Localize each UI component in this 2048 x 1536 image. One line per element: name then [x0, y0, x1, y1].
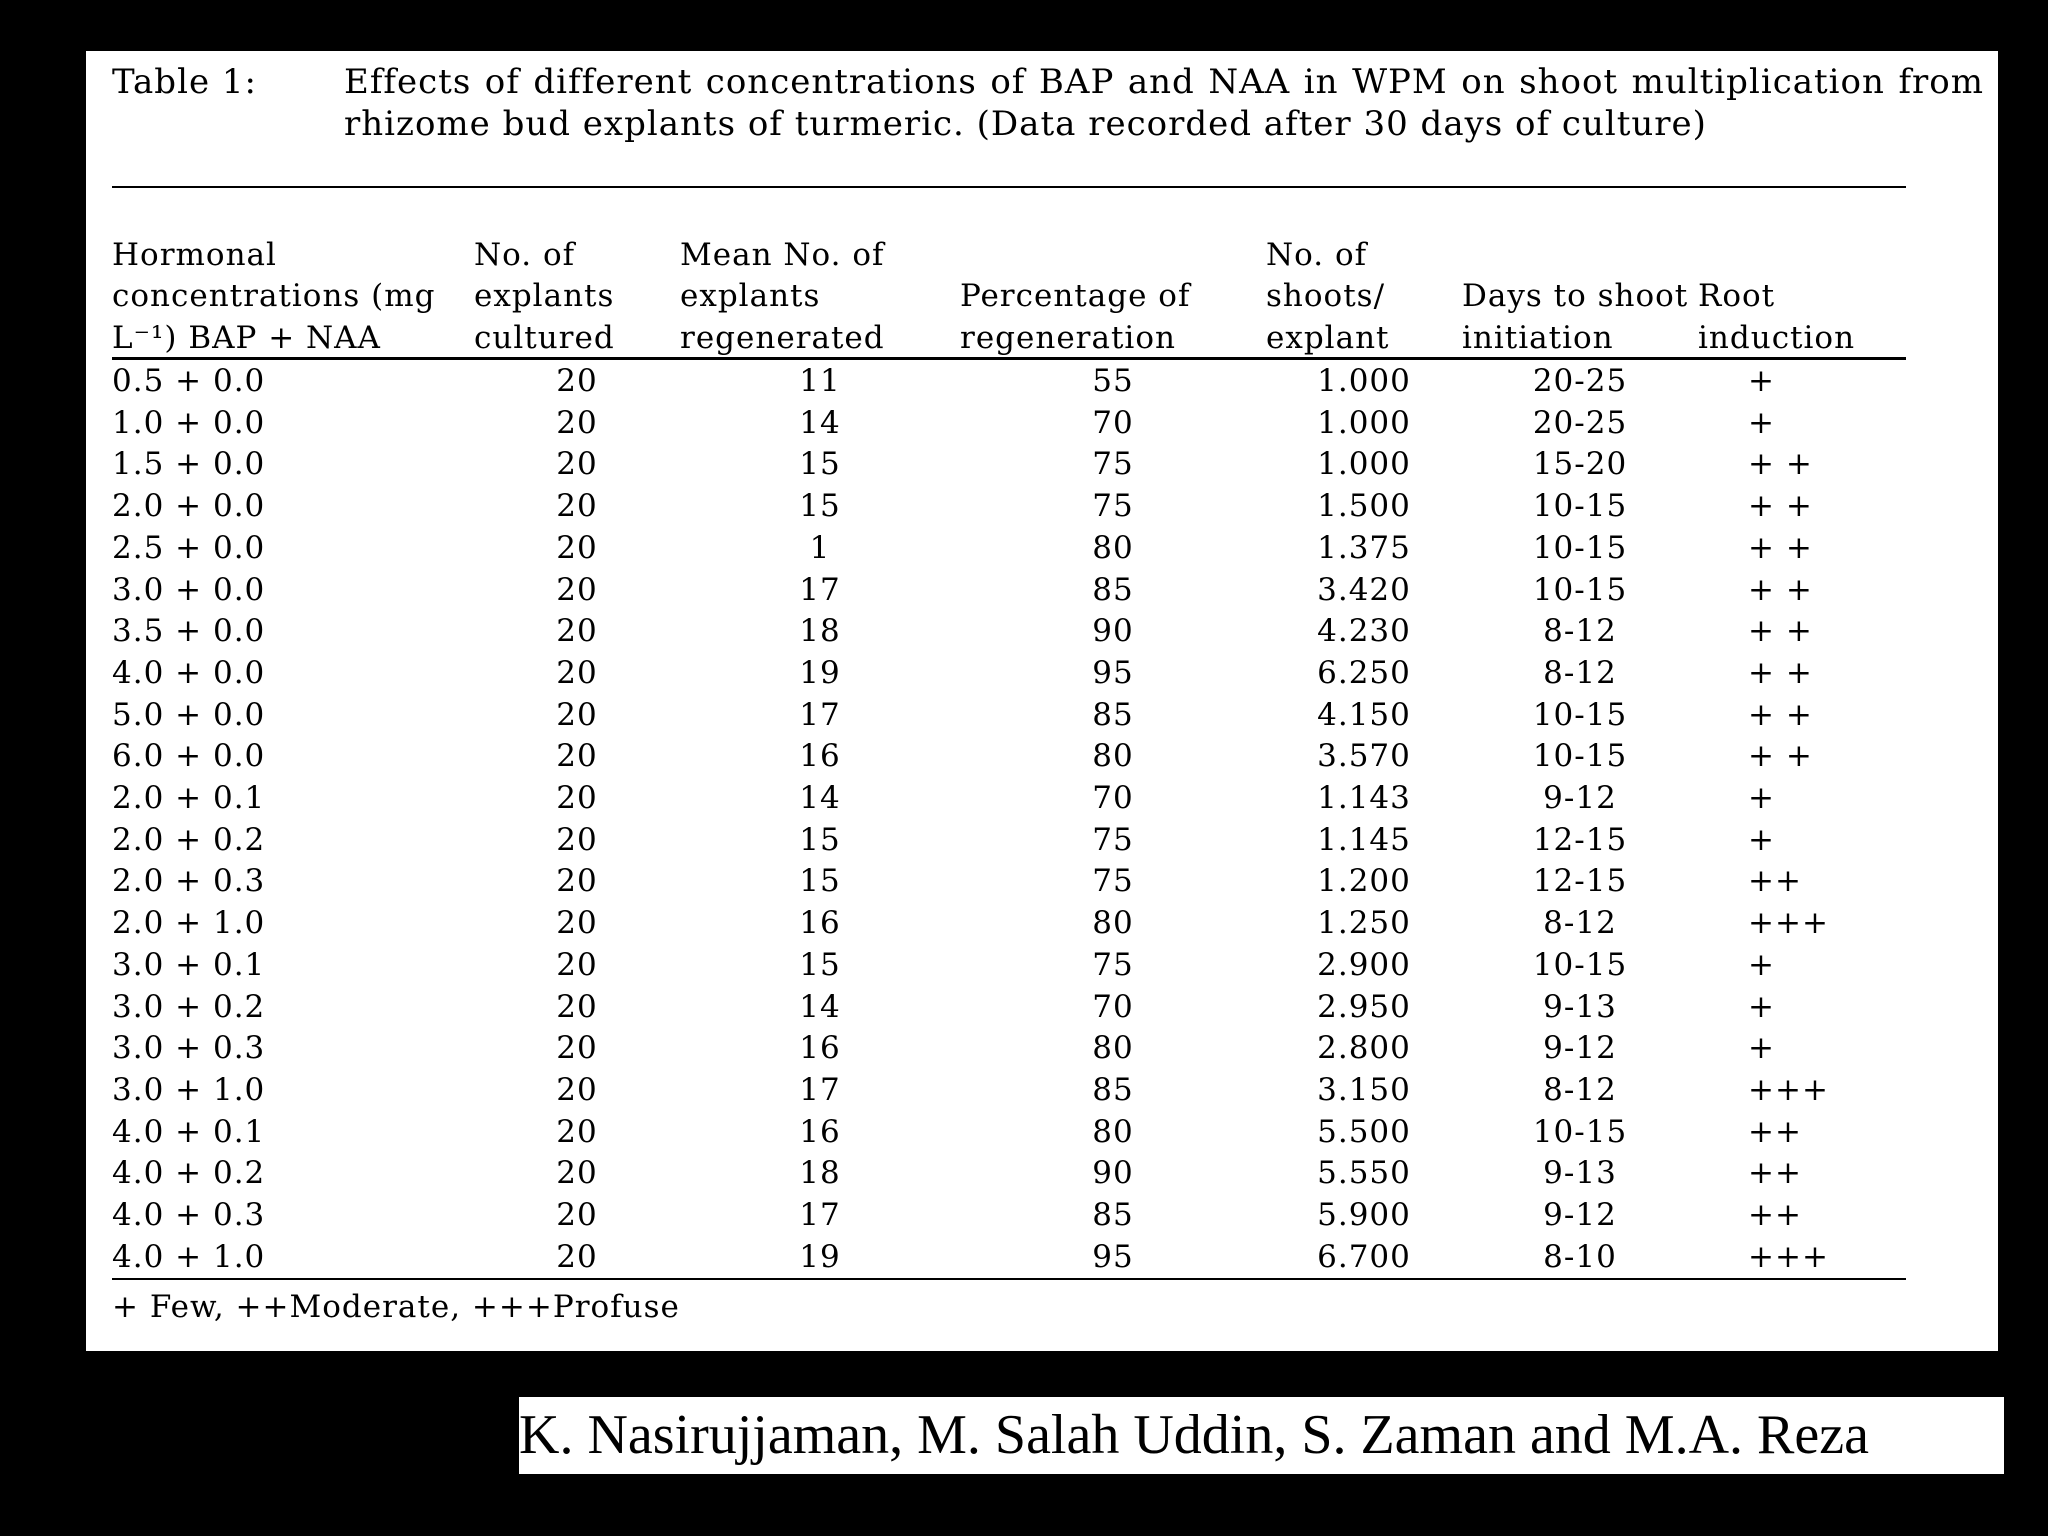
days-cell: 10-15: [1532, 696, 1628, 733]
table-row: [112, 1112, 1906, 1154]
percentage-cell: 75: [1092, 946, 1134, 983]
root-cell: ++: [1748, 863, 1802, 900]
root-cell: + +: [1748, 571, 1813, 608]
table-row: [112, 945, 1906, 987]
col-header-percentage-regeneration: Percentage of regeneration: [960, 278, 1191, 356]
days-cell: 10-15: [1532, 571, 1628, 608]
table-row: [112, 611, 1906, 653]
hormone-cell: 3.0 + 1.0: [112, 1071, 266, 1108]
table-row: [112, 570, 1906, 612]
regenerated-cell: 1: [809, 529, 831, 566]
shoots-cell: 1.375: [1317, 529, 1411, 566]
hormone-cell: 4.0 + 0.0: [112, 654, 266, 691]
regenerated-cell: 11: [799, 363, 841, 399]
shoots-cell: 1.000: [1317, 446, 1411, 483]
shoots-cell: 1.200: [1317, 863, 1411, 900]
regenerated-cell: 14: [799, 780, 841, 817]
cultured-cell: 20: [556, 1030, 598, 1067]
cultured-cell: 20: [556, 613, 598, 650]
table-caption-text: Effects of different concentrations of BAP and NAA in WPM on shoot multiplication from rhizome bud explants of turmeric. (Data recorded after 30 days of culture): [344, 62, 1984, 144]
root-cell: +: [1748, 821, 1775, 858]
days-cell: 15-20: [1532, 446, 1628, 483]
days-cell: 8-12: [1543, 654, 1617, 691]
cultured-cell: 20: [556, 363, 598, 399]
days-cell: 12-15: [1532, 821, 1628, 858]
days-cell: 8-10: [1543, 1238, 1617, 1275]
table-row: [112, 528, 1906, 570]
table-row: [112, 1237, 1906, 1279]
root-cell: + +: [1748, 613, 1813, 650]
days-cell: 10-15: [1532, 488, 1628, 525]
table-row: [112, 820, 1906, 862]
percentage-cell: 55: [1092, 363, 1134, 399]
hormone-cell: 4.0 + 1.0: [112, 1238, 266, 1275]
root-cell: +++: [1748, 905, 1829, 942]
regenerated-cell: 19: [799, 654, 841, 691]
days-cell: 10-15: [1532, 1113, 1628, 1150]
percentage-cell: 75: [1092, 488, 1134, 525]
table-row: [112, 987, 1906, 1029]
root-cell: ++: [1748, 1113, 1802, 1150]
hormone-cell: 2.0 + 0.0: [112, 488, 266, 525]
hormone-cell: 3.0 + 0.2: [112, 988, 266, 1025]
cultured-cell: 20: [556, 905, 598, 942]
hormone-cell: 4.0 + 0.1: [112, 1113, 266, 1150]
percentage-cell: 70: [1092, 988, 1134, 1025]
regenerated-cell: 16: [799, 905, 841, 942]
percentage-cell: 80: [1092, 1030, 1134, 1067]
table-row: [112, 1153, 1906, 1195]
days-cell: 9-13: [1543, 1155, 1617, 1192]
percentage-cell: 85: [1092, 571, 1134, 608]
data-table: [112, 189, 1906, 1278]
cultured-cell: 20: [556, 404, 598, 441]
percentage-cell: 80: [1092, 905, 1134, 942]
root-cell: +: [1748, 363, 1775, 399]
hormone-cell: 0.5 + 0.0: [112, 363, 266, 399]
shoots-cell: 1.250: [1317, 905, 1411, 942]
regenerated-cell: 15: [799, 863, 841, 900]
table-row: [112, 1070, 1906, 1112]
hormone-cell: 4.0 + 0.2: [112, 1155, 266, 1192]
percentage-cell: 75: [1092, 863, 1134, 900]
shoots-cell: 4.150: [1317, 696, 1411, 733]
root-cell: + +: [1748, 696, 1813, 733]
regenerated-cell: 19: [799, 1238, 841, 1275]
percentage-cell: 70: [1092, 780, 1134, 817]
regenerated-cell: 14: [799, 404, 841, 441]
shoots-cell: 4.230: [1317, 613, 1411, 650]
col-header-explants-regenerated: Mean No. of explants regenerated: [680, 236, 885, 356]
root-cell: +: [1748, 780, 1775, 817]
hormone-cell: 3.0 + 0.0: [112, 571, 266, 608]
hormone-cell: 2.0 + 0.3: [112, 863, 266, 900]
cultured-cell: 20: [556, 821, 598, 858]
regenerated-cell: 18: [799, 1155, 841, 1192]
shoots-cell: 2.950: [1317, 988, 1411, 1025]
days-cell: 9-12: [1543, 780, 1617, 817]
hormone-cell: 4.0 + 0.3: [112, 1197, 266, 1234]
root-cell: + +: [1748, 488, 1813, 525]
cultured-cell: 20: [556, 863, 598, 900]
regenerated-cell: 18: [799, 613, 841, 650]
cultured-cell: 20: [556, 946, 598, 983]
regenerated-cell: 16: [799, 1113, 841, 1150]
root-cell: +++: [1748, 1071, 1829, 1108]
table-row: [112, 861, 1906, 903]
percentage-cell: 85: [1092, 1071, 1134, 1108]
regenerated-cell: 17: [799, 1197, 841, 1234]
table-footnote: + Few, ++Moderate, +++Profuse: [112, 1289, 680, 1325]
shoots-cell: 1.145: [1317, 821, 1411, 858]
percentage-cell: 95: [1092, 654, 1134, 691]
table-row: [112, 695, 1906, 737]
col-header-shoots-per-explant: No. of shoots/ explant: [1266, 236, 1390, 356]
root-cell: + +: [1748, 529, 1813, 566]
hormone-cell: 3.5 + 0.0: [112, 613, 266, 650]
days-cell: 12-15: [1532, 863, 1628, 900]
table-row: [112, 1195, 1906, 1237]
hormone-cell: 2.0 + 0.2: [112, 821, 266, 858]
shoots-cell: 3.420: [1317, 571, 1411, 608]
hormone-cell: 1.0 + 0.0: [112, 404, 266, 441]
shoots-cell: 3.570: [1317, 738, 1411, 775]
hormone-cell: 6.0 + 0.0: [112, 738, 266, 775]
cultured-cell: 20: [556, 1238, 598, 1275]
table-row: [112, 403, 1906, 445]
table-label: Table 1:: [112, 62, 257, 102]
author-banner: [519, 1397, 2004, 1474]
days-cell: 10-15: [1532, 738, 1628, 775]
bottom-rule: [112, 1278, 1906, 1280]
hormone-cell: 2.5 + 0.0: [112, 529, 266, 566]
cultured-cell: 20: [556, 488, 598, 525]
table-row: [112, 736, 1906, 778]
table-row: [112, 778, 1906, 820]
cultured-cell: 20: [556, 1113, 598, 1150]
shoots-cell: 2.800: [1317, 1030, 1411, 1067]
days-cell: 8-12: [1543, 1071, 1617, 1108]
regenerated-cell: 15: [799, 488, 841, 525]
col-header-hormonal-concentrations: Hormonal concentrations (mg L⁻¹) BAP + NAA: [112, 236, 436, 356]
shoots-cell: 1.000: [1317, 363, 1411, 399]
table-row: [112, 486, 1906, 528]
percentage-cell: 80: [1092, 1113, 1134, 1150]
days-cell: 10-15: [1532, 946, 1628, 983]
header-row: [112, 189, 1906, 359]
hormone-cell: 3.0 + 0.3: [112, 1030, 266, 1067]
author-names: K. Nasirujjaman, M. Salah Uddin, S. Zaman and M.A. Reza: [519, 1404, 1869, 1466]
shoots-cell: 1.500: [1317, 488, 1411, 525]
hormone-cell: 2.0 + 0.1: [112, 780, 266, 817]
days-cell: 8-12: [1543, 613, 1617, 650]
table-row: [112, 359, 1906, 403]
table-row: [112, 653, 1906, 695]
root-cell: +: [1748, 946, 1775, 983]
regenerated-cell: 17: [799, 696, 841, 733]
top-rule: [112, 186, 1906, 188]
shoots-cell: 5.550: [1317, 1155, 1411, 1192]
shoots-cell: 5.500: [1317, 1113, 1411, 1150]
cultured-cell: 20: [556, 529, 598, 566]
hormone-cell: 3.0 + 0.1: [112, 946, 266, 983]
root-cell: + +: [1748, 654, 1813, 691]
regenerated-cell: 15: [799, 446, 841, 483]
cultured-cell: 20: [556, 1071, 598, 1108]
cultured-cell: 20: [556, 780, 598, 817]
cultured-cell: 20: [556, 571, 598, 608]
hormone-cell: 1.5 + 0.0: [112, 446, 266, 483]
percentage-cell: 80: [1092, 738, 1134, 775]
days-cell: 20-25: [1532, 404, 1628, 441]
table-row: [112, 444, 1906, 486]
percentage-cell: 75: [1092, 821, 1134, 858]
days-cell: 9-13: [1543, 988, 1617, 1025]
col-header-days-to-initiation: Days to shoot initiation: [1462, 278, 1689, 356]
root-cell: +: [1748, 1030, 1775, 1067]
cultured-cell: 20: [556, 738, 598, 775]
days-cell: 8-12: [1543, 905, 1617, 942]
days-cell: 9-12: [1543, 1030, 1617, 1067]
shoots-cell: 5.900: [1317, 1197, 1411, 1234]
cultured-cell: 20: [556, 654, 598, 691]
shoots-cell: 6.250: [1317, 654, 1411, 691]
cultured-cell: 20: [556, 988, 598, 1025]
col-header-root-induction: Root induction: [1698, 278, 1856, 356]
percentage-cell: 70: [1092, 404, 1134, 441]
cultured-cell: 20: [556, 446, 598, 483]
hormone-cell: 2.0 + 1.0: [112, 905, 266, 942]
root-cell: + +: [1748, 738, 1813, 775]
percentage-cell: 95: [1092, 1238, 1134, 1275]
days-cell: 9-12: [1543, 1197, 1617, 1234]
cultured-cell: 20: [556, 1155, 598, 1192]
regenerated-cell: 15: [799, 821, 841, 858]
regenerated-cell: 17: [799, 571, 841, 608]
percentage-cell: 90: [1092, 613, 1134, 650]
root-cell: +++: [1748, 1238, 1829, 1275]
cultured-cell: 20: [556, 1197, 598, 1234]
percentage-cell: 75: [1092, 446, 1134, 483]
cultured-cell: 20: [556, 696, 598, 733]
shoots-cell: 1.143: [1317, 780, 1411, 817]
percentage-cell: 80: [1092, 529, 1134, 566]
table-row: [112, 903, 1906, 945]
root-cell: +: [1748, 404, 1775, 441]
root-cell: ++: [1748, 1197, 1802, 1234]
percentage-cell: 85: [1092, 696, 1134, 733]
table-body: [112, 359, 1906, 1278]
shoots-cell: 1.000: [1317, 404, 1411, 441]
table-row: [112, 1028, 1906, 1070]
table-panel: [86, 51, 1998, 1351]
root-cell: + +: [1748, 446, 1813, 483]
shoots-cell: 2.900: [1317, 946, 1411, 983]
regenerated-cell: 14: [799, 988, 841, 1025]
regenerated-cell: 17: [799, 1071, 841, 1108]
days-cell: 20-25: [1532, 363, 1628, 399]
shoots-cell: 6.700: [1317, 1238, 1411, 1275]
hormone-cell: 5.0 + 0.0: [112, 696, 266, 733]
root-cell: +: [1748, 988, 1775, 1025]
regenerated-cell: 16: [799, 1030, 841, 1067]
col-header-explants-cultured: No. of explants cultured: [474, 236, 615, 356]
regenerated-cell: 16: [799, 738, 841, 775]
percentage-cell: 90: [1092, 1155, 1134, 1192]
regenerated-cell: 15: [799, 946, 841, 983]
root-cell: ++: [1748, 1155, 1802, 1192]
shoots-cell: 3.150: [1317, 1071, 1411, 1108]
days-cell: 10-15: [1532, 529, 1628, 566]
percentage-cell: 85: [1092, 1197, 1134, 1234]
